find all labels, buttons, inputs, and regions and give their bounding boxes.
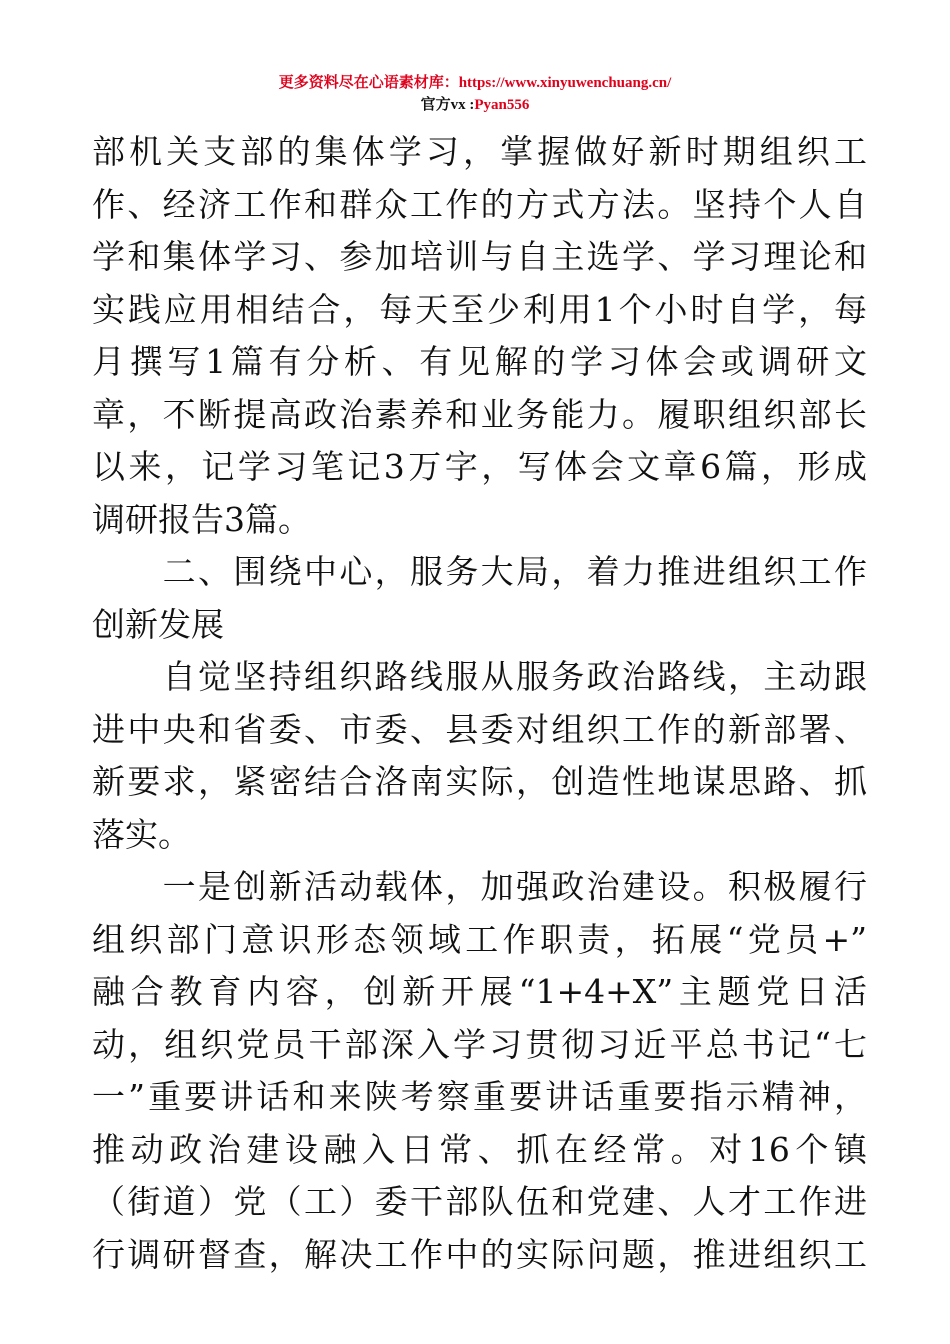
text-line: 组织部门意识形态领域工作职责，拓展“党员+”	[92, 919, 867, 959]
header-site-url[interactable]: https://www.xinyuwenchuang.cn/	[458, 75, 672, 91]
text-line: 自觉坚持组织路线服从服务政治路线，主动跟	[92, 657, 867, 696]
paragraph-study	[92, 126, 867, 546]
text-line: 进中央和省委、市委、县委对组织工作的新部署、	[92, 709, 867, 749]
text-line: 动，组织党员干部深入学习贯彻习近平总书记“七	[92, 1024, 867, 1064]
text-line: （街道）党（工）委干部队伍和党建、人才工作进	[92, 1182, 867, 1221]
header-contact-line	[0, 94, 950, 116]
text-line: 部机关支部的集体学习，掌握做好新时期组织工	[92, 132, 867, 171]
document-body	[92, 126, 867, 1281]
text-line: 创新发展	[92, 604, 224, 644]
text-line: 作、经济工作和群众工作的方式方法。坚持个人自	[92, 184, 867, 224]
text-line: 调研报告3篇。	[92, 499, 311, 539]
header-contact-id: Pyan556	[474, 97, 530, 113]
text-line: 推动政治建设融入日常、抓在经常。对16个镇	[92, 1129, 867, 1169]
text-line: 以来，记学习笔记3万字，写体会文章6篇，形成	[92, 447, 867, 486]
header-site-label: 更多资料尽在心语素材库：	[278, 75, 459, 91]
text-line: 实践应用相结合，每天至少利用1个小时自学，每	[92, 289, 867, 329]
watermark-header	[0, 72, 950, 116]
text-line: 二、围绕中心，服务大局，着力推进组织工作	[92, 552, 867, 591]
text-line: 行调研督查，解决工作中的实际问题，推进组织工	[92, 1234, 867, 1274]
header-contact-label: 官方vx :	[420, 97, 475, 113]
text-line: 一是创新活动载体，加强政治建设。积极履行	[92, 867, 867, 906]
text-line: 学和集体学习、参加培训与自主选学、学习理论和	[92, 237, 867, 276]
header-site-line	[0, 72, 950, 94]
section-heading-two	[92, 546, 867, 651]
paragraph-organization-line	[92, 651, 867, 861]
text-line: 一”重要讲话和来陕考察重要讲话重要指示精神，	[92, 1077, 867, 1116]
text-line: 融合教育内容，创新开展“1+4+X”主题党日活	[92, 972, 867, 1011]
text-line: 月撰写1篇有分析、有见解的学习体会或调研文	[92, 342, 867, 381]
text-line: 新要求，紧密结合洛南实际，创造性地谋思路、抓	[92, 762, 867, 801]
text-line: 章，不断提高政治素养和业务能力。履职组织部长	[92, 394, 867, 434]
text-line: 落实。	[92, 814, 191, 854]
paragraph-political-building	[92, 861, 867, 1281]
